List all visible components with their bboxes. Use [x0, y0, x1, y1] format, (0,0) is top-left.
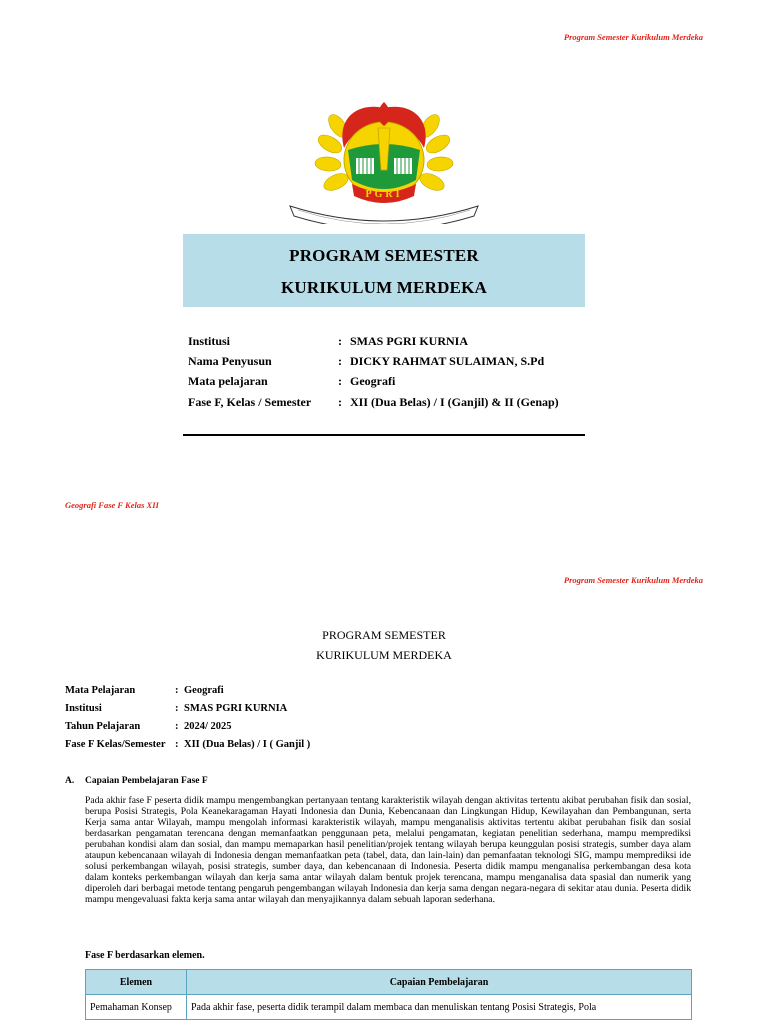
cover-divider: [183, 434, 585, 436]
table-cell-elemen: Pemahaman Konsep: [86, 995, 187, 1020]
cover-info-row: [188, 395, 608, 411]
page2-info-row: [65, 739, 465, 753]
page2-info-row: [65, 721, 465, 735]
section-a-number: A.: [65, 776, 75, 786]
cover-info-value: DICKY RAHMAT SULAIMAN, S.Pd: [350, 354, 545, 368]
page2-info-row: [65, 685, 465, 699]
table-header-elemen: Elemen: [86, 970, 187, 995]
page2-info-value: Geografi: [184, 685, 224, 696]
cover-title-box: [183, 234, 585, 307]
table-cell-capaian: Pada akhir fase, peserta didik terampil dalam membaca dan menuliskan tentang Posisi Strategis, Pola: [187, 995, 692, 1020]
page2-info-colon: :: [175, 721, 179, 732]
cover-info-value: SMAS PGRI KURNIA: [350, 334, 469, 348]
page2-title-line2: KURIKULUM MERDEKA: [316, 648, 452, 662]
page2-info-row: [65, 703, 465, 717]
page2-info-label: Tahun Pelajaran: [65, 721, 141, 732]
cover-info-row: [188, 374, 608, 390]
section-a-paragraph: Pada akhir fase F peserta didik mampu mengembangkan pertanyaan tentang karakteristik wilayah dengan aktivitas tertentu akibat perubahan fisik dan sosial, berupa Posisi Strategis, Pola Keanekaragaman Hayati Indonesia dan Dunia, Kebencanaan dan Lingkungan Hidup, Kewilayahan dan Pembangunan, serta Kerja sama antar Wilayah, mampu mengolah informasi karakteristik wilayah, mampu menganalisis aktivitas tertentu akibat perubahan fisik dan sosial berdasarkan pengamatan terencana dengan memanfaatkan penggunaan peta, melalui pengamatan, kegiatan penelitian sederhana, mampu memprediksi perubahan kondisi alam dan sosial, dan mampu memaparkan hasil penelitian/projek tentang wilayah berupa keunggulan posisi strategis, sumber daya alam ataupun kebencanaan wilayah di Indonesia dengan memanfaatkan peta (tabel, data, dan lain-lain) dan pemanfaatan teknologi SIG, mampu memprediksi ide solusi perkembangan wilayah, posisi strategis, sumber daya, dan kebencanaan di Indonesia. Peserta didik mampu menganalisa perkembangan desa kota dalam konteks perkembangan wilayah dan kerja sama antar wilayah dalam bentuk projek terencana, mampu menganalisa data spasial dan numerik yang diperoleh dari berbagai metode tentang pengaruh pengembangan wilayah Indonesia dan kerja sama dengan negara-negara di sekitar atau dunia. Peserta didik mampu mengevaluasi fakta kerja sama antar wilayah dan menyajikannya dalam sebuah laporan sederhana.: [85, 795, 691, 906]
cover-info-colon: :: [338, 395, 342, 409]
cover-info-label: Fase F, Kelas / Semester: [188, 395, 312, 409]
page1-header: Program Semester Kurikulum Merdeka: [563, 32, 703, 42]
capaian-table: [85, 969, 692, 1020]
cover-info-value: Geografi: [350, 374, 396, 388]
page2-info-value: 2024/ 2025: [184, 721, 232, 732]
section-a-heading: [65, 776, 365, 788]
cover-title-line2: KURIKULUM MERDEKA: [281, 278, 487, 297]
page1-footer: Geografi Fase F Kelas XII: [65, 500, 159, 510]
page2-info-colon: :: [175, 685, 179, 696]
page2-info-value: SMAS PGRI KURNIA: [184, 703, 288, 714]
page2-info-label: Mata Pelajaran: [65, 685, 136, 696]
cover-info-label: Nama Penyusun: [188, 354, 272, 368]
page2-info-label: Fase F Kelas/Semester: [65, 739, 166, 750]
cover-info-label: Institusi: [188, 334, 231, 348]
cover-info-colon: :: [338, 374, 342, 388]
cover-info-row: [188, 354, 608, 370]
cover-info-colon: :: [338, 354, 342, 368]
page2-title-line1: PROGRAM SEMESTER: [322, 628, 446, 642]
cover-info-colon: :: [338, 334, 342, 348]
cover-info-row: [188, 334, 608, 350]
table-header-capaian: Capaian Pembelajaran: [187, 970, 692, 995]
table-header-row: [86, 970, 692, 995]
page2-info-label: Institusi: [65, 703, 102, 714]
pgri-logo-icon: [288, 88, 480, 224]
table-row: [86, 995, 692, 1020]
cover-info-value: XII (Dua Belas) / I (Ganjil) & II (Genap): [350, 395, 559, 409]
page2-info-value: XII (Dua Belas) / I ( Ganjil ): [184, 739, 311, 750]
cover-title-line1: PROGRAM SEMESTER: [289, 246, 479, 265]
page2-header: Program Semester Kurikulum Merdeka: [563, 575, 703, 585]
fase-subheading: Fase F berdasarkan elemen.: [85, 950, 205, 961]
section-a-title: Capaian Pembelajaran Fase F: [85, 776, 208, 786]
page2-info-colon: :: [175, 739, 179, 750]
logo-text: PGRI: [365, 189, 403, 200]
page2-info-colon: :: [175, 703, 179, 714]
cover-info-label: Mata pelajaran: [188, 374, 268, 388]
